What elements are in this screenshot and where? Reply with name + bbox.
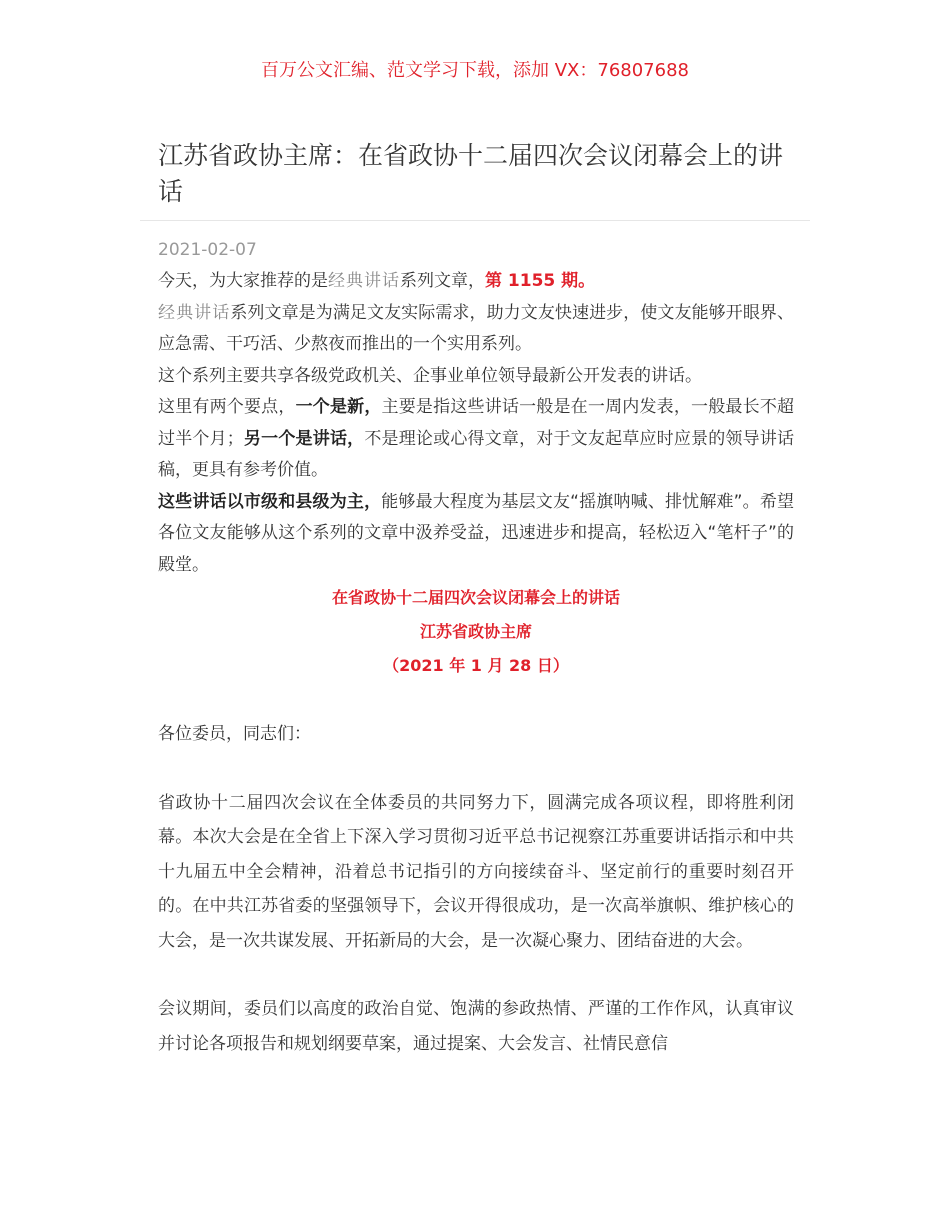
speech-date: （2021 年 1 月 28 日） xyxy=(383,656,569,675)
intro-paragraph-5 xyxy=(158,487,794,582)
intro-paragraph-4 xyxy=(158,392,794,487)
spacer xyxy=(158,958,794,992)
speech-paragraph: 会议期间，委员们以高度的政治自觉、饱满的参政热情、严谨的工作作风，认真审议并讨论各项报告和规划纲要草案，通过提案、大会发言、社情民意信 xyxy=(158,999,794,1054)
key-point-speech: 另一个是讲话， xyxy=(243,428,365,449)
article-title: 江苏省政协主席：在省政协十二届四次会议闭幕会上的讲话 xyxy=(158,141,784,206)
issue-number: 第 1155 期。 xyxy=(485,271,596,291)
intro-paragraph-1 xyxy=(158,266,794,298)
intro-paragraph-2 xyxy=(158,298,794,361)
speech-paragraph: 省政协十二届四次会议在全体委员的共同努力下，圆满完成各项议程，即将胜利闭幕。本次大会是在全省上下深入学习贯彻习近平总书记视察江苏重要讲话指示和中共十九届五中全会精神，沿着总书记指引的方向接续奋斗、坚定前行的重要时刻召开的。在中共江苏省委的坚强领导下，会议开得很成功，是一次高举旗帜、维护核心的大会，是一次共谋发展、开拓新局的大会，是一次凝心聚力、团结奋进的大会。 xyxy=(158,792,794,951)
speech-speaker: 江苏省政协主席 xyxy=(419,622,532,641)
intro-text: 这里有两个要点， xyxy=(158,397,296,417)
promo-banner: 百万公文汇编、范文学习下载，添加 VX：76807688 xyxy=(261,60,689,81)
intro-text: 能够最大程度为基层文友“摇旗呐喊、排忧解难”。希望各位文友能够从这个系列的文章中汲养受益，迅速进步和提高，轻松迈入“笔杆子”的殿堂。 xyxy=(158,491,794,575)
key-point-new: 一个是新， xyxy=(295,397,382,417)
article-content xyxy=(158,266,794,1061)
intro-paragraph-3 xyxy=(158,361,794,393)
key-point-level: 这些讲话以市级和县级为主， xyxy=(158,491,382,512)
speech-heading: 在省政协十二届四次会议闭幕会上的讲话 xyxy=(331,588,620,607)
spacer xyxy=(158,683,794,717)
series-name: 经典讲话 xyxy=(328,271,400,291)
intro-text: 这个系列主要共享各级党政机关、企事业单位领导最新公开发表的讲话。 xyxy=(158,365,702,386)
intro-text: 不是理论或心得文章，对于文友起草应时应景的领导讲话稿，更具有参考价值。 xyxy=(158,428,795,480)
spacer xyxy=(158,752,794,786)
series-name: 经典讲话 xyxy=(158,302,231,323)
intro-text: 系列文章是为满足文友实际需求，助力文友快速进步，使文友能够开眼界、应急需、干巧活、少熬夜而推出的一个实用系列。 xyxy=(158,302,795,354)
intro-text: 系列文章， xyxy=(400,271,485,291)
publish-date: 2021-02-07 xyxy=(158,240,257,260)
speech-salutation: 各位委员，同志们： xyxy=(158,724,311,744)
intro-text: 今天，为大家推荐的是 xyxy=(158,271,328,291)
intro-text: 主要是指这些讲话一般是在一周内发表，一般最长不超过半个月； xyxy=(158,397,795,449)
title-divider xyxy=(140,220,810,221)
